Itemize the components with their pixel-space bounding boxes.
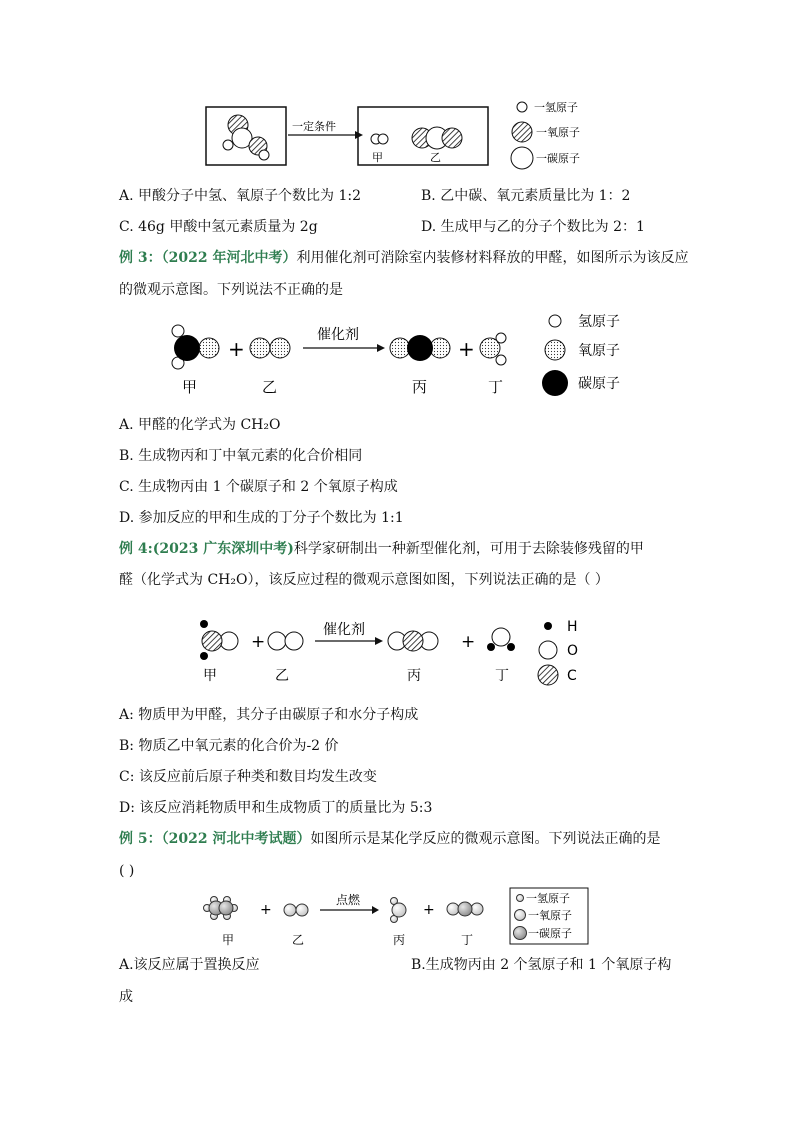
option-d: D. 生成甲与乙的分子个数比为 2：1	[421, 219, 645, 235]
ex4-stem-line1: 例 4:(2023 广东深圳中考)科学家研制出一种新型催化剂，可用于去除装修残留的甲	[119, 541, 644, 557]
ex5-arrow-label: 点燃	[336, 893, 361, 907]
ex5-molecule-ding	[447, 902, 483, 916]
figure-ex4-reaction	[195, 612, 615, 692]
svg-text:丙: 丙	[393, 933, 406, 947]
svg-text:+: +	[251, 632, 266, 652]
ex4-molecule-bing	[388, 631, 438, 651]
formic-acid-molecule	[223, 115, 269, 160]
svg-text:碳原子: 碳原子	[578, 376, 620, 392]
svg-text:丙: 丙	[407, 668, 421, 684]
ex5-stem-line1: 例 5：（2022 河北中考试题）如图所示是某化学反应的微观示意图。下列说法正确的是	[119, 831, 661, 847]
svg-text:+: +	[458, 337, 475, 361]
product-jia-label: 甲	[372, 151, 383, 164]
svg-text:丁: 丁	[461, 933, 474, 947]
svg-text:甲: 甲	[203, 668, 217, 684]
option-a: A. 甲酸分子中氢、氧原子个数比为 1:2	[119, 188, 361, 204]
ex4-option-a: A: 物质甲为甲醛，其分子由碳原子和水分子构成	[119, 707, 419, 723]
svg-text:丙: 丙	[412, 378, 428, 396]
ex3-option-c: C. 生成物丙由 1 个碳原子和 2 个氧原子构成	[119, 479, 398, 495]
ex4-molecule-jia	[200, 620, 238, 660]
ex3-arrow-label: 催化剂	[317, 327, 359, 343]
ex3-molecule-jia	[172, 325, 219, 369]
svg-text:一氧原子: 一氧原子	[528, 909, 572, 922]
ex3-molecule-bing	[390, 335, 450, 361]
svg-text:C: C	[567, 668, 577, 684]
svg-text:乙: 乙	[262, 378, 278, 396]
product-jia-molecule	[371, 134, 388, 144]
ex5-molecule-yi	[284, 904, 308, 916]
figure-ex3-reaction	[160, 308, 640, 398]
svg-text:乙: 乙	[275, 668, 289, 684]
svg-text:一氢原子: 一氢原子	[534, 101, 578, 114]
option-b: B. 乙中碳、氧元素质量比为 1：2	[421, 188, 631, 204]
ex3-legend	[542, 314, 620, 396]
ex4-source: (2023 广东深圳中考)	[152, 541, 294, 557]
svg-text:+: +	[228, 337, 245, 361]
ex5-molecule-bing	[391, 898, 407, 923]
legend	[511, 100, 580, 169]
ex5-source: （2022 河北中考试题）	[161, 831, 311, 847]
ex4-option-c: C: 该反应前后原子种类和数目均发生改变	[119, 769, 377, 785]
ex4-option-b: B: 物质乙中氧元素的化合价为-2 价	[119, 738, 339, 754]
ex3-option-d: D. 参加反应的甲和生成的丁分子个数比为 1:1	[119, 510, 404, 526]
ex4-label: 例 4:	[119, 541, 153, 557]
arrow-label: 一定条件	[292, 120, 336, 133]
svg-text:氢原子: 氢原子	[578, 314, 620, 330]
ex5-legend	[510, 888, 588, 944]
product-yi-label: 乙	[430, 151, 441, 164]
ex5-option-b: B.生成物丙由 2 个氢原子和 1 个氧原子构	[411, 957, 672, 973]
ex5-option-b-continued: 成	[119, 989, 133, 1005]
ex3-source: （2022 年河北中考）	[161, 250, 297, 266]
ex3-option-a: A. 甲醛的化学式为 CH₂O	[119, 417, 281, 433]
svg-text:丁: 丁	[495, 668, 509, 684]
svg-text:H: H	[567, 619, 578, 635]
ex3-molecule-yi	[250, 338, 290, 358]
ex3-molecule-ding	[480, 333, 506, 365]
ex5-option-a: A.该反应属于置换反应	[119, 957, 260, 973]
ex4-molecule-yi	[268, 632, 303, 650]
ex3-label: 例 3：	[119, 250, 162, 266]
product-yi-molecule	[412, 127, 462, 149]
ex4-option-d: D: 该反应消耗物质甲和生成物质丁的质量比为 5:3	[119, 800, 433, 816]
svg-text:一碳原子: 一碳原子	[536, 152, 580, 165]
svg-text:甲: 甲	[222, 933, 235, 947]
svg-text:一碳原子: 一碳原子	[528, 927, 572, 940]
option-c: C. 46g 甲酸中氢元素质量为 2g	[119, 219, 318, 235]
svg-text:氧原子: 氧原子	[578, 343, 620, 359]
svg-text:一氧原子: 一氧原子	[536, 126, 580, 139]
ex5-stem-line2: ( )	[119, 863, 135, 879]
figure-formic-acid-decomposition	[200, 95, 620, 175]
svg-text:一氢原子: 一氢原子	[526, 892, 570, 905]
ex4-stem-line2: 醛（化学式为 CH₂O），该反应过程的微观示意图如图，下列说法正确的是（ ）	[119, 572, 609, 588]
svg-text:甲: 甲	[182, 378, 198, 396]
ex5-label: 例 5：	[119, 831, 162, 847]
svg-text:+: +	[461, 632, 476, 652]
ex3-stem-line2: 的微观示意图。下列说法不正确的是	[119, 282, 343, 298]
ex3-stem-line1: 例 3：（2022 年河北中考）利用催化剂可消除室内装修材料释放的甲醛，如图所示为该反应	[119, 250, 689, 266]
svg-text:+: +	[260, 902, 272, 918]
svg-text:+: +	[423, 902, 435, 918]
figure-ex5-reaction	[198, 886, 598, 950]
ex5-molecule-jia	[204, 897, 238, 920]
svg-text:乙: 乙	[292, 933, 305, 947]
ex4-molecule-ding	[487, 628, 515, 651]
ex3-option-b: B. 生成物丙和丁中氧元素的化合价相同	[119, 448, 363, 464]
svg-text:O: O	[567, 643, 579, 659]
ex4-legend	[538, 619, 578, 685]
ex4-arrow-label: 催化剂	[323, 622, 365, 638]
svg-text:丁: 丁	[488, 378, 504, 396]
